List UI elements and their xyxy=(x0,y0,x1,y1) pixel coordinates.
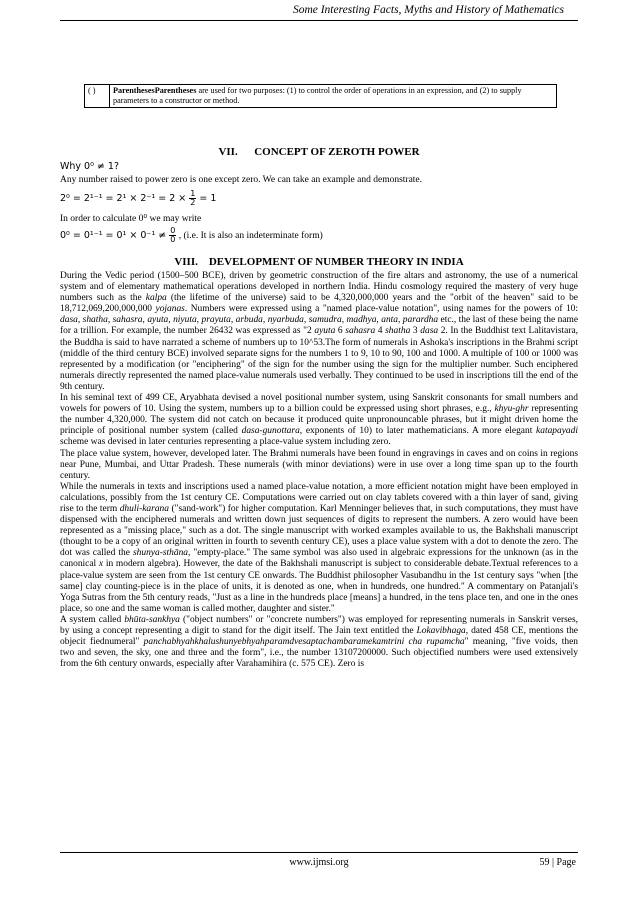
equation-zero-power-zero: 0⁰ = 0¹⁻¹ = 0¹ × 0⁻¹ ≠ $\frac{0}{0}$ , (i.e. It is also an indeterminate form) xyxy=(60,226,323,244)
paragraph-3: The place value system, however, developed later. The Brahmi numerals have been found in engravings in caves and on coins in regions near Pune, Mumbai, and Uttar Pradesh. These numerals (with minor deviations) were in use over a long time span up to the fourth century. xyxy=(60,448,578,481)
paragraph-2: In his seminal text of 499 CE, Aryabhata devised a novel positional number system, using Sanskrit consonants for small numbers and vowels for powers of 10. Using the system, numbers up to a billion could be expressed using short phrases, e.g., khyu-ghr representing the number 4,320,000. The system did not catch on because it produced quite unpronouncable phrases, but it might driven home the principle of positional number system (called dasa-gunottara, exponents of 10) to later mathematicians. A more elegant katapayadi scheme was devised in later centuries representing a place-value system including zero. xyxy=(60,393,578,448)
why-question: Why 0⁰ ≠ 1? xyxy=(60,161,119,172)
table-description: are used for two purposes: (1) to control the order of operations in an expression, and (2) to supply parameters to a constructor or method. xyxy=(113,86,522,105)
zeroth-power-intro: Any number raised to power zero is one except zero. We can take an example and demonstrate. xyxy=(60,175,423,185)
fraction-zero-over-zero: $\frac{0}{0}$ xyxy=(170,226,176,244)
footer-rule xyxy=(60,852,578,853)
paragraph-1: During the Vedic period (1500–500 BCE), driven by geometric construction of the fire altars and astronomy, the use of a numerical system and of elementary mathematical operations developed in northern India. Hindu cosmology required the mastery of very huge numbers such as the kalpa (the lifetime of the universe) said to be 4,320,000,000 years and the "orbit of the heaven" said to be 18,712,069,200,000,000 yojanas. Numbers were expressed using a "named place-value notation", using names for the powers of 10: dasa, shatha, sahasra, ayuta, niyuta, prayuta, arbuda, nyarbuda, samudra, madhya, anta, parardha etc., the last of these being the name for a trillion. For example, the number 26432 was expressed as "2 ayuta 6 sahasra 4 shatha 3 dasa 2. In the Buddhist text Lalitavistara, the Buddha is said to have narrated a scheme of numbers up to 10^53.The form of numerals in Ashoka's inscriptions in the Brahmi script (middle of the third century BCE) involved separate signs for the numbers 1 to 9, 10 to 90, 100 and 1000. A multiple of 100 or 1000 was represented by a modification (or "enciphering" of the sign for the number using the sign for the multiplier number. Such enciphered numerals directly represented the named place-value numerals used verbally. They continued to be used in inscriptions till the end of the 9th century. xyxy=(60,271,579,392)
body-text xyxy=(60,271,578,670)
table-symbol-cell: ( ) xyxy=(85,85,110,108)
footer-url: www.ijmsi.org xyxy=(289,857,349,868)
section-heading-number-theory: VIII. DEVELOPMENT OF NUMBER THEORY IN INDIA xyxy=(174,256,464,268)
footer-page-number: 59 | Page xyxy=(539,857,576,868)
equation-two-power-zero: 2⁰ = 2¹⁻¹ = 2¹ × 2⁻¹ = 2 × $\frac{1}{2}$ = 1 xyxy=(60,189,217,207)
header-rule xyxy=(60,20,578,21)
table-description-cell xyxy=(110,85,557,108)
paragraph-4: While the numerals in texts and inscriptions used a named place-value notation, a more efficient notation might have been employed in calculations, possibly from the 1st century CE. Computations were carried out on clay tablets covered with a thin layer of sand, giving rise to the term dhuli-karana ("sand-work") for higher computation. Karl Menninger believes that, in such computations, they must have dispensed with the enciphered numerals and written down just sequences of digits to represent the numbers. A zero would have been represented as a "missing place," such as a dot. The single manuscript with worked examples available to us, the Bakhshali manuscript (thought to be a copy of an original written in fourth to seventh century CE), uses a place value system with a dot to denote the zero. The dot was called the shunya-sthāna, "empty-place." The same symbol was also used in algebraic expressions for the unknown (as in the canonical x in modern algebra). However, the date of the Bakhshali manuscript is subject to considerable debate.Textual references to a place-value system are seen from the 1st century CE onwards. The Buddhist philosopher Vasubandhu in the 1st century says "when [the same] clay counting-piece is in the place of units, it is denoted as one, when in hundreds, one hundred." A commentary on Patanjali's Yoga Sutras from the 5th century reads, "Just as a line in the hundreds place [means] a hundred, in the tens place ten, and one in the ones place, so one and the same woman is called mother, daughter and sister." xyxy=(60,481,579,614)
definition-table xyxy=(84,84,557,108)
section-heading-zeroth-power: VII. CONCEPT OF ZEROTH POWER xyxy=(218,146,420,158)
paragraph-5: A system called bhūta-sankhya ("object numbers" or "concrete numbers") was employed for representing numerals in Sanskrit verses, by using a concept representing a digit to stand for the digit itself. The Jain text entitled the Lokavibhaga, dated 458 CE, mentions the objecit fiednumeral" panchabhyahkhalushunyebhyahparamdvesaptachambaramekamtrini cha rupamcha" meaning, "five voids, then two and seven, the sky, one and three and the form", i.e., the number 13107200000. Such objectified numbers were used extensively from the 6th century onwards, especially after Varahamihira (c. 575 CE). Zero is xyxy=(60,614,578,670)
table-row xyxy=(85,85,557,108)
table-term: ParenthesesParentheses xyxy=(113,86,197,95)
calculate-zero-power-text: In order to calculate 0⁰ we may write xyxy=(60,214,202,224)
fraction-one-half: $\frac{1}{2}$ xyxy=(190,189,196,207)
running-header: Some Interesting Facts, Myths and History of Mathematics xyxy=(292,4,564,16)
